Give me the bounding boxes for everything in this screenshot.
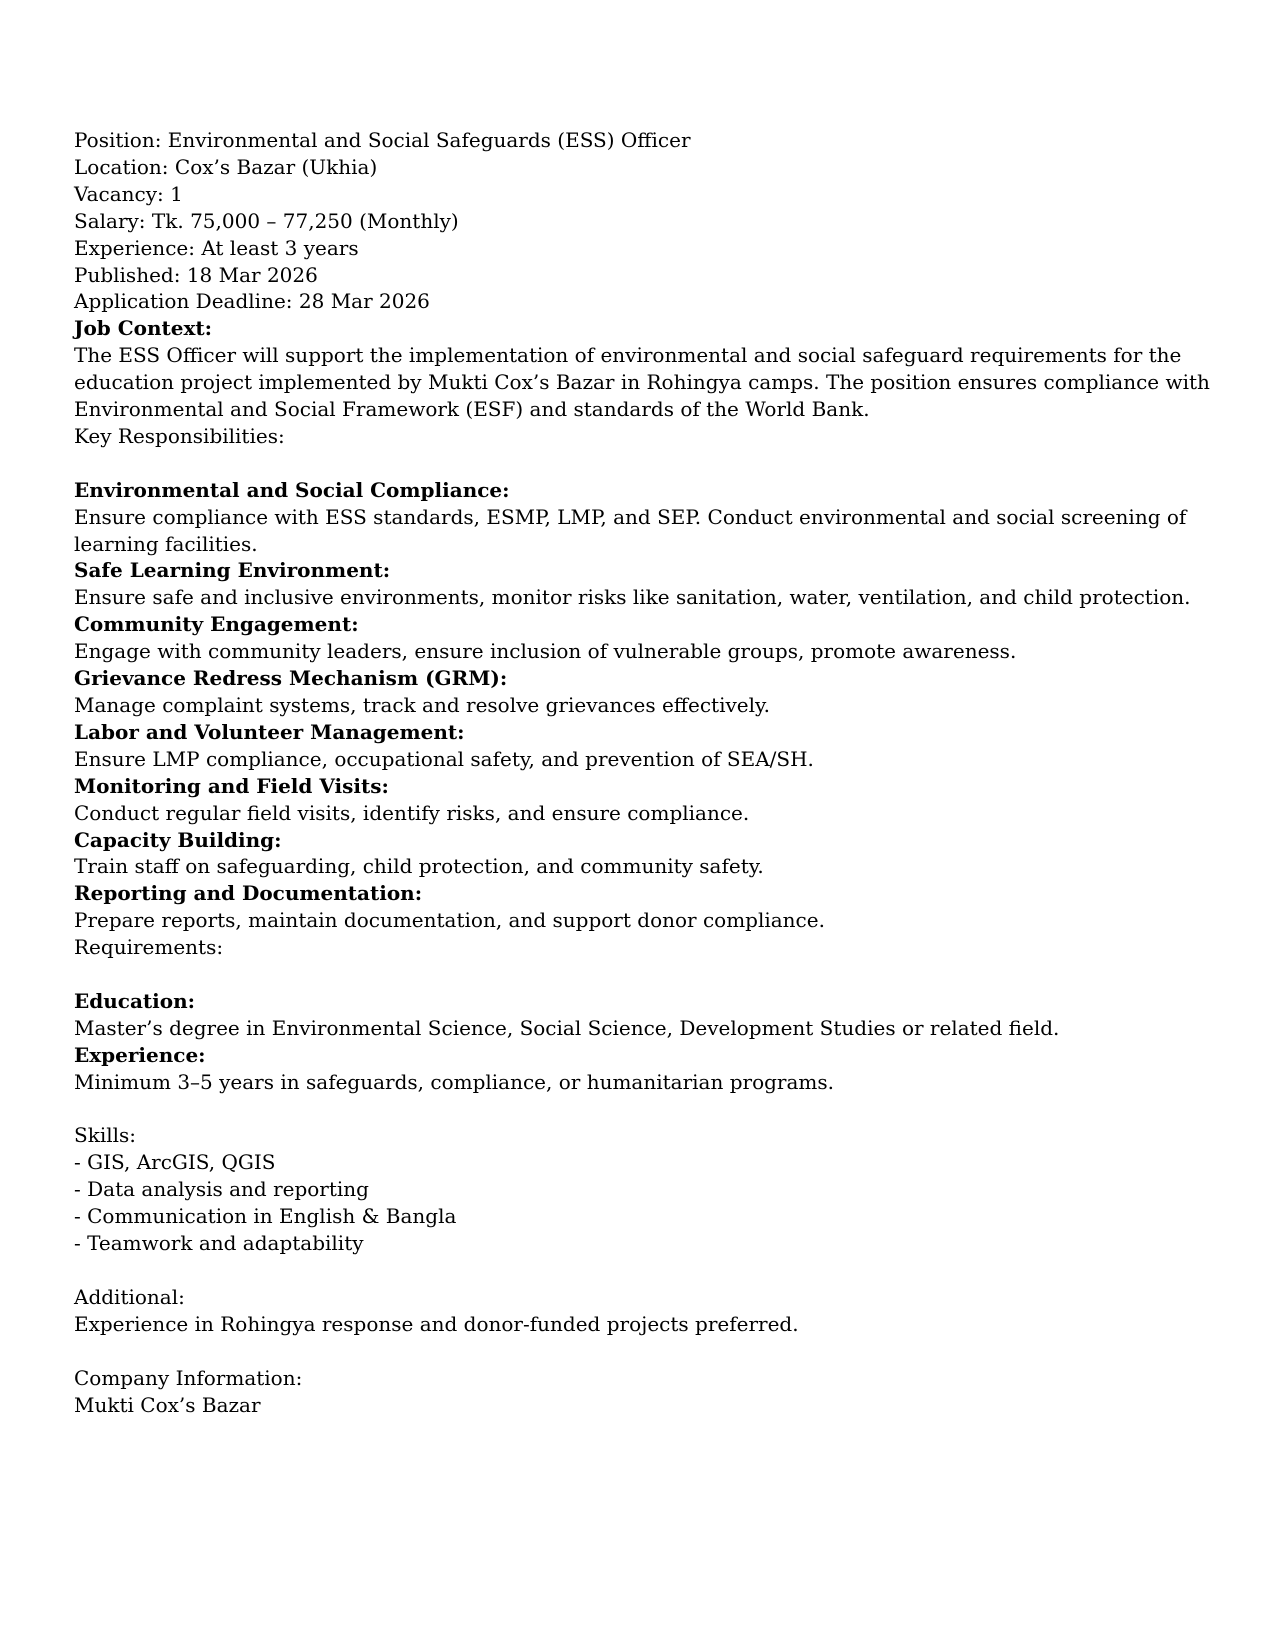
spacer [74, 450, 1214, 477]
experience-line: Experience: At least 3 years [74, 235, 359, 260]
responsibility-title: Environmental and Social Compliance: [74, 477, 510, 502]
job-posting-document [74, 127, 1214, 1418]
responsibility-text: Ensure compliance with ESS standards, ESMP, LMP, and SEP. Conduct environmental and social screening of learning facilities. [74, 504, 1187, 556]
skill-item: - Teamwork and adaptability [74, 1231, 364, 1256]
responsibility-text: Manage complaint systems, track and resolve grievances effectively. [74, 693, 771, 718]
responsibility-title: Capacity Building: [74, 827, 282, 852]
skill-item: - Communication in English & Bangla [74, 1204, 457, 1229]
responsibility-text: Engage with community leaders, ensure inclusion of vulnerable groups, promote awareness. [74, 639, 1017, 664]
education-title: Education: [74, 988, 196, 1013]
vacancy-line: Vacancy: 1 [74, 181, 183, 206]
requirements-heading: Requirements: [74, 935, 224, 960]
skill-item: - Data analysis and reporting [74, 1177, 369, 1202]
company-heading: Company Information: [74, 1365, 303, 1390]
responsibilities-heading: Key Responsibilities: [74, 423, 285, 448]
position-line: Position: Environmental and Social Safeguards (ESS) Officer [74, 128, 691, 152]
experience-title: Experience: [74, 1042, 206, 1067]
published-line: Published: 18 Mar 2026 [74, 262, 318, 287]
responsibility-title: Community Engagement: [74, 612, 359, 637]
job-context-heading: Job Context: [74, 316, 213, 341]
job-context-body: The ESS Officer will support the implementation of environmental and social safeguard requirements for the education project implemented by Mukti Cox’s Bazar in Rohingya camps. The position ensures compliance with Environmental and Social Framework (ESF) and standards of the World Bank. [74, 343, 1210, 422]
skill-item: - GIS, ArcGIS, QGIS [74, 1150, 276, 1175]
spacer [74, 961, 1214, 988]
location-line: Location: Cox’s Bazar (Ukhia) [74, 154, 378, 179]
responsibility-title: Reporting and Documentation: [74, 881, 423, 906]
responsibility-text: Conduct regular field visits, identify risks, and ensure compliance. [74, 800, 750, 825]
responsibility-text: Train staff on safeguarding, child protection, and community safety. [74, 854, 764, 879]
additional-heading: Additional: [74, 1284, 185, 1309]
deadline-line: Application Deadline: 28 Mar 2026 [74, 289, 430, 314]
salary-line: Salary: Tk. 75,000 – 77,250 (Monthly) [74, 208, 459, 233]
company-name: Mukti Cox’s Bazar [74, 1392, 261, 1417]
responsibility-text: Ensure safe and inclusive environments, monitor risks like sanitation, water, ventilation, and child protection. [74, 585, 1191, 610]
responsibility-text: Prepare reports, maintain documentation, and support donor compliance. [74, 908, 825, 933]
responsibility-title: Monitoring and Field Visits: [74, 773, 389, 798]
skills-heading: Skills: [74, 1123, 137, 1148]
responsibility-title: Grievance Redress Mechanism (GRM): [74, 666, 508, 691]
spacer [74, 1338, 1214, 1365]
education-text: Master’s degree in Environmental Science, Social Science, Development Studies or related field. [74, 1015, 1060, 1040]
additional-text: Experience in Rohingya response and donor-funded projects preferred. [74, 1311, 799, 1336]
responsibility-title: Labor and Volunteer Management: [74, 719, 465, 744]
responsibility-text: Ensure LMP compliance, occupational safety, and prevention of SEA/SH. [74, 746, 814, 771]
spacer [74, 1257, 1214, 1284]
responsibility-title: Safe Learning Environment: [74, 558, 391, 583]
experience-text: Minimum 3–5 years in safeguards, compliance, or humanitarian programs. [74, 1069, 834, 1094]
spacer [74, 1096, 1214, 1123]
